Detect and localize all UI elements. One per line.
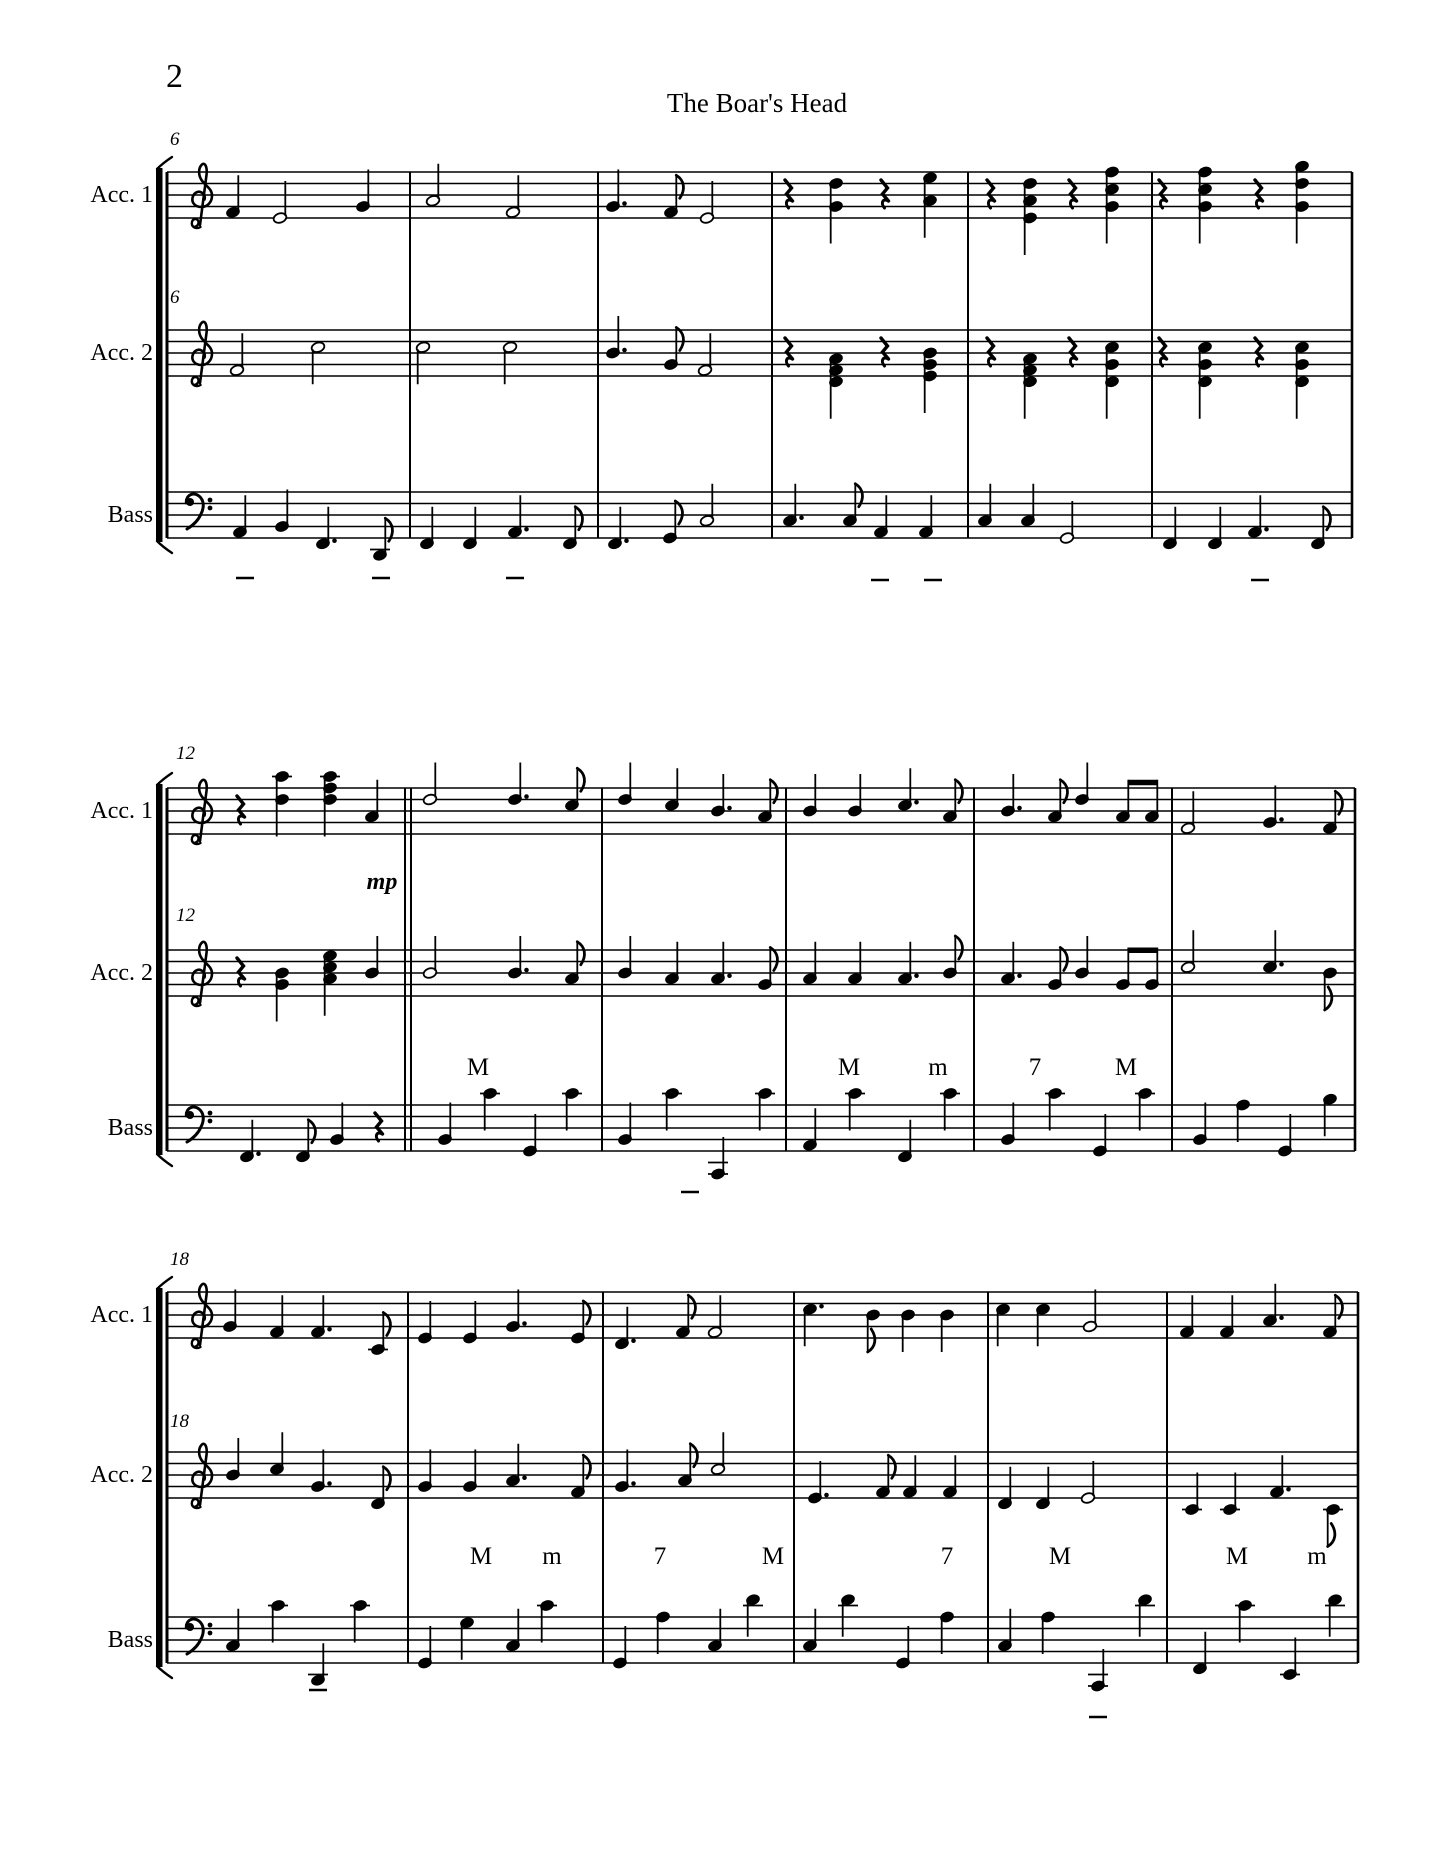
chord-symbol: M: [1048, 1543, 1072, 1570]
chord-symbol: m: [1307, 1543, 1327, 1570]
chord-symbol: M: [469, 1543, 493, 1570]
measure-number: 12: [176, 743, 195, 764]
staff-label-bass: Bass: [107, 1115, 153, 1141]
measure-number: 12: [176, 905, 195, 926]
staff-label-bass: Bass: [107, 1627, 153, 1653]
chord-symbol: 7: [940, 1543, 954, 1570]
chord-symbol: M: [1114, 1054, 1138, 1081]
chord-symbol: m: [542, 1543, 562, 1570]
chord-symbol: M: [466, 1054, 490, 1081]
staff-label-acc-1: Acc. 1: [90, 182, 153, 208]
staff-label-bass: Bass: [107, 502, 153, 528]
staff-label-acc-2: Acc. 2: [90, 1462, 153, 1488]
staff-label-acc-1: Acc. 1: [90, 798, 153, 824]
chord-symbol: M: [761, 1543, 785, 1570]
page-number: 2: [166, 58, 183, 95]
measure-number: 18: [170, 1411, 189, 1432]
chord-symbol: M: [1225, 1543, 1249, 1570]
staff-label-acc-2: Acc. 2: [90, 960, 153, 986]
measure-number: 6: [170, 287, 180, 308]
chord-symbol: 7: [653, 1543, 667, 1570]
staff-label-acc-1: Acc. 1: [90, 1302, 153, 1328]
measure-number: 6: [170, 129, 180, 150]
chord-symbol: 7: [1028, 1054, 1042, 1081]
staff-label-acc-2: Acc. 2: [90, 340, 153, 366]
dynamic-mp: mp: [366, 869, 398, 895]
measure-number: 18: [170, 1249, 189, 1270]
page-title: The Boar's Head: [666, 88, 848, 118]
chord-symbol: m: [928, 1054, 948, 1081]
chord-symbol: M: [837, 1054, 861, 1081]
